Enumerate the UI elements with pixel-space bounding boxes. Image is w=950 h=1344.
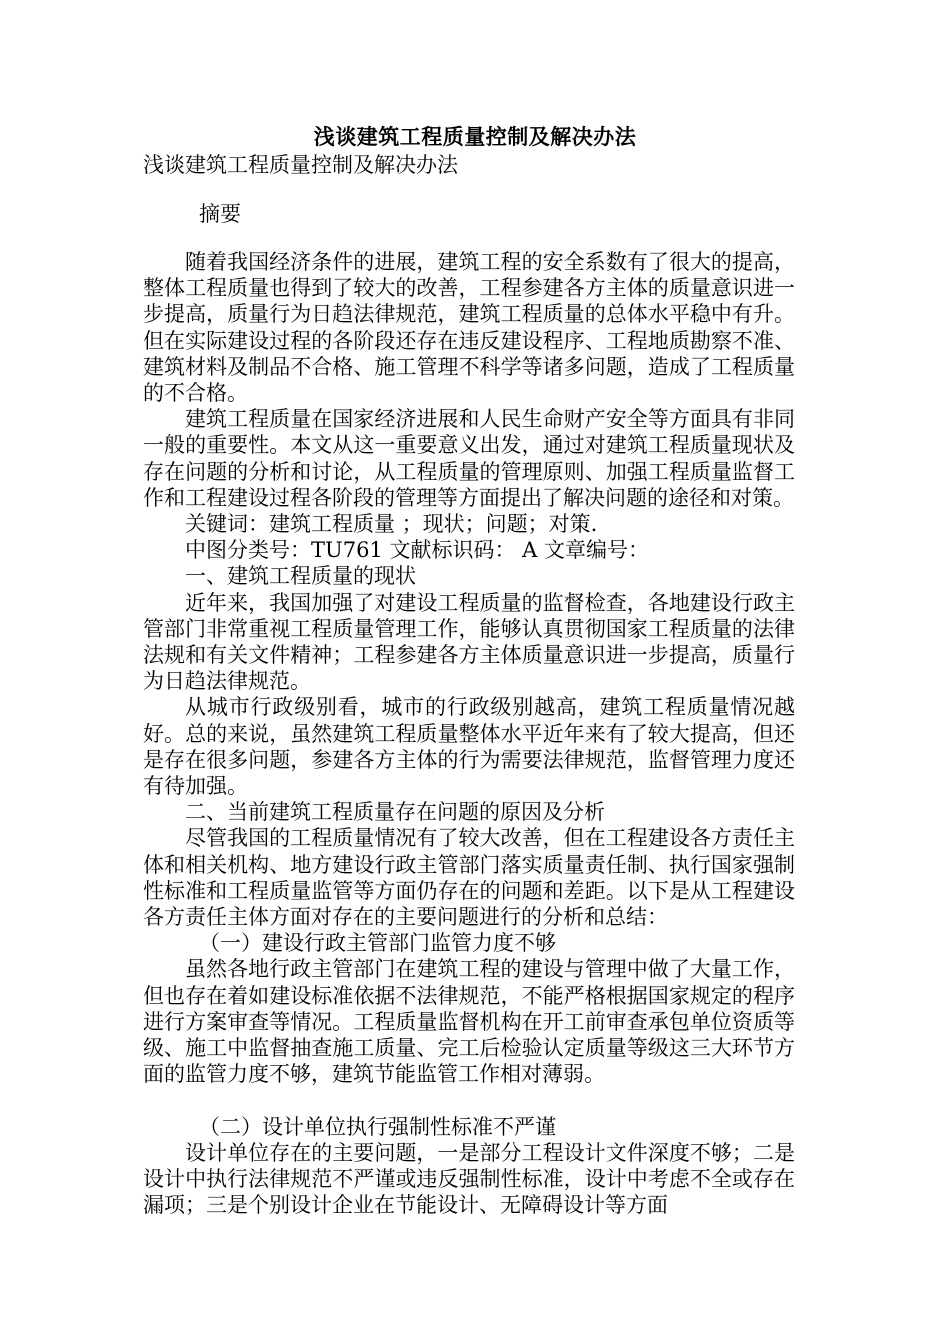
blank-line — [143, 1088, 795, 1114]
body-paragraph-3: 近年来，我国加强了对建设工程质量的监督检查，各地建设行政主管部门非常重视工程质量管理工作，能够认真贯彻国家工程质量的法律法规和有关文件精神；工程参建各方主体质量意识进一步提高，质量行为日趋法律规范。 — [143, 590, 795, 694]
section-heading-1: 一、建筑工程质量的现状 — [185, 564, 416, 589]
body-paragraph-5: 尽管我国的工程质量情况有了较大改善，但在工程建设各方责任主体和相关机构、地方建设行政主管部门落实质量责任制、执行国家强制性标准和工程质量监管等方面仍存在的问题和差距。以下是从工程建设各方责任主体方面对存在的主要问题进行的分析和总结： — [143, 826, 795, 930]
body-paragraph-6: 虽然各地行政主管部门在建筑工程的建设与管理中做了大量工作，但也存在着如建设标准依据不法律规范，不能严格根据国家规定的程序进行方案审查等情况。工程质量监督机构在开工前审查承包单位资质等级、施工中监督抽查施工质量、完工后检验认定质量等级这三大环节方面的监管力度不够，建筑节能监管工作相对薄弱。 — [143, 957, 795, 1087]
abstract-label: 摘要 — [199, 202, 241, 226]
abstract-paragraph-2: 建筑工程质量在国家经济进展和人民生命财产安全等方面具有非同一般的重要性。本文从这一重要意义出发，通过对建筑工程质量现状及存在问题的分析和讨论，从工程质量的管理原则、加强工程质量监督工作和工程建设过程各阶段的管理等方面提出了解决问题的途径和对策。 — [143, 407, 795, 510]
body-paragraph-7: 设计单位存在的主要问题，一是部分工程设计文件深度不够；二是设计中执行法律规范不严谨或违反强制性标准，设计中考虑不全或存在漏项；三是个别设计企业在节能设计、无障碍设计等方面 — [143, 1140, 795, 1218]
keywords-line: 关键词：建筑工程质量 ；现状；问题；对策. — [185, 512, 598, 537]
document-title: 浅谈建筑工程质量控制及解决办法 — [313, 124, 637, 149]
body-paragraph-4: 从城市行政级别看，城市的行政级别越高，建筑工程质量情况越好。总的来说，虽然建筑工程质量整体水平近年来有了较大提高，但还是存在很多问题，参建各方主体的行为需要法律规范，监督管理力度还有待加强。 — [143, 695, 795, 799]
classification-line: 中图分类号：TU761 文献标识码： A 文章编号： — [185, 538, 649, 563]
section-heading-2: 二、当前建筑工程质量存在问题的原因及分析 — [185, 800, 605, 825]
subsection-heading-2: （二）设计单位执行强制性标准不严谨 — [199, 1114, 556, 1139]
abstract-paragraph-1: 随着我国经济条件的进展，建筑工程的安全系数有了很大的提高，整体工程质量也得到了较大的改善，工程参建各方主体的质量意识进一步提高，质量行为日趋法律规范，建筑工程质量的总体水平稳中有升。但在实际建设过程的各阶段还存在违反建设程序、工程地质勘察不准、建筑材料及制品不合格、施工管理不科学等诸多问题，造成了工程质量的不合格。 — [143, 250, 795, 406]
document-subtitle: 浅谈建筑工程质量控制及解决办法 — [143, 153, 458, 177]
document-body — [143, 249, 795, 1218]
subsection-heading-1: （一）建设行政主管部门监管力度不够 — [199, 931, 556, 956]
